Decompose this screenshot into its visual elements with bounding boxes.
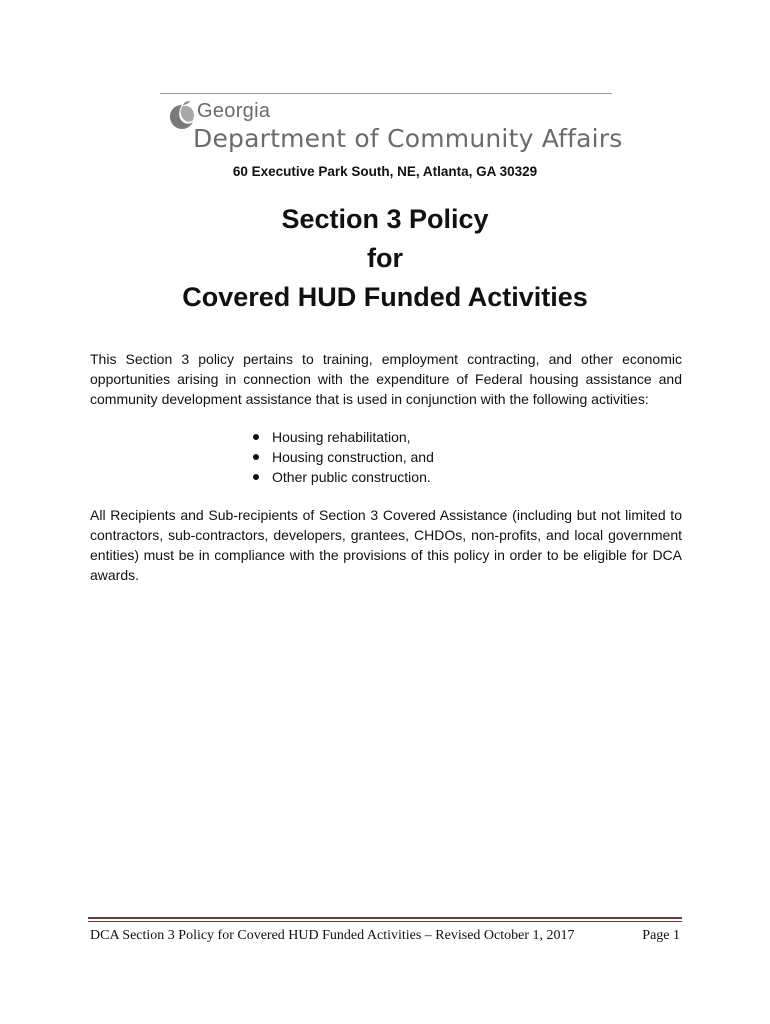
list-item bbox=[250, 427, 434, 447]
list-item-text: Housing construction, and bbox=[272, 449, 434, 465]
list-item bbox=[250, 467, 434, 487]
logo-state-name: Georgia bbox=[197, 100, 271, 122]
title-line-2: for bbox=[367, 243, 403, 273]
bullet-icon bbox=[253, 474, 259, 480]
page-number: Page 1 bbox=[642, 928, 680, 943]
title-line-1: Section 3 Policy bbox=[281, 204, 489, 234]
list-item-text: Housing rehabilitation, bbox=[272, 429, 411, 445]
agency-address: 60 Executive Park South, NE, Atlanta, GA 30329 bbox=[232, 164, 538, 179]
document-title bbox=[0, 200, 770, 317]
footer-rule-thick bbox=[88, 917, 682, 919]
list-item-text: Other public construction. bbox=[272, 469, 431, 485]
list-item bbox=[250, 447, 434, 467]
compliance-paragraph: All Recipients and Sub-recipients of Section 3 Covered Assistance (including but not limited to contractors, sub-contractors, developers, grantees, CHDOs, non-profits, and local government entities) must be in compliance with the provisions of this policy in order to be eligible for DCA awards. bbox=[90, 507, 682, 583]
footer-rule-thin bbox=[88, 921, 682, 922]
title-line-3: Covered HUD Funded Activities bbox=[182, 282, 588, 312]
intro-paragraph: This Section 3 policy pertains to training, employment contracting, and other economic opportunities arising in connection with the expenditure of Federal housing assistance and community development assistance that is used in conjunction with the following activities: bbox=[90, 351, 682, 407]
bullet-icon bbox=[253, 454, 259, 460]
footer-text: DCA Section 3 Policy for Covered HUD Funded Activities – Revised October 1, 2017 bbox=[90, 928, 575, 943]
logo-department-name: Department of Community Affairs bbox=[193, 124, 623, 153]
bullet-icon bbox=[253, 434, 259, 440]
activities-list bbox=[250, 427, 434, 487]
header-rule bbox=[160, 93, 612, 94]
dca-logo bbox=[163, 96, 623, 160]
